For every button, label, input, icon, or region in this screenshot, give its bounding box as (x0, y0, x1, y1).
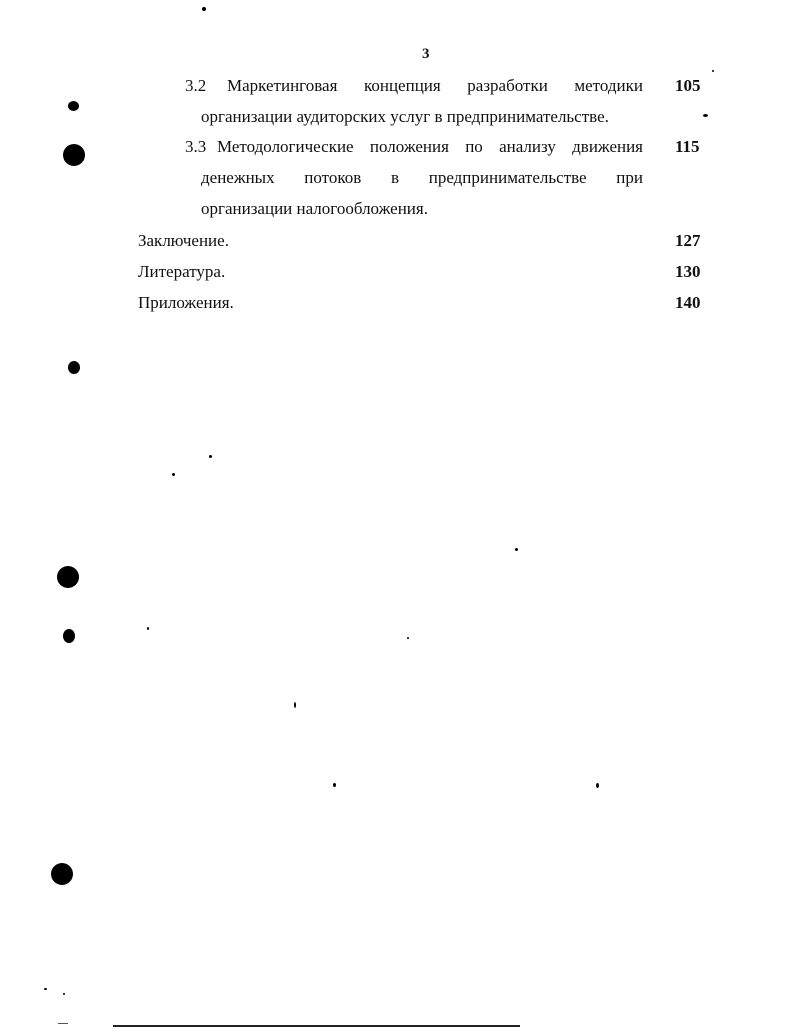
bottom-rule (113, 1025, 520, 1027)
scan-speck (63, 993, 65, 995)
entry-page-ref: 105 (675, 76, 701, 95)
scan-speck (172, 473, 175, 476)
scan-speck (202, 7, 206, 11)
binder-hole (68, 101, 79, 111)
entry-number: 3.2 (185, 76, 207, 95)
toc-entry-3-2 (185, 70, 643, 132)
entry-title-line: Методологические положения по анализу движения (217, 137, 643, 156)
binder-hole (51, 863, 73, 885)
scan-speck (333, 783, 336, 787)
entry-title-line: денежных потоков в предпринимательстве при (201, 168, 643, 187)
page-number: 3 (422, 46, 430, 62)
scan-speck (294, 702, 296, 708)
section-page-ref: 140 (675, 293, 701, 312)
scan-speck (407, 637, 409, 639)
section-page-ref: 130 (675, 262, 701, 281)
section-page-ref: 127 (675, 231, 701, 250)
scan-edge-mark (58, 1023, 68, 1024)
entry-title-line: организации налогообложения. (201, 199, 428, 218)
toc-section-literature: Литература. (138, 262, 226, 281)
scan-speck (712, 70, 714, 72)
toc-section-conclusion: Заключение. (138, 231, 229, 250)
toc-entry-3-3 (185, 131, 643, 224)
scan-speck (147, 627, 149, 630)
binder-hole (68, 361, 80, 374)
scan-speck (209, 455, 212, 458)
entry-number: 3.3 (185, 137, 207, 156)
scan-speck (44, 988, 47, 990)
scan-speck (703, 114, 708, 117)
scan-speck (515, 548, 518, 551)
entry-page-ref: 115 (675, 137, 700, 156)
entry-title-line: Маркетинговая концепция разработки методики (227, 76, 643, 95)
toc-section-appendices: Приложения. (138, 293, 234, 312)
binder-hole (57, 566, 79, 588)
binder-hole (63, 629, 75, 643)
entry-title-line: организации аудиторских услуг в предпринимательстве. (201, 107, 609, 126)
binder-hole (63, 144, 85, 166)
scan-speck (596, 783, 599, 788)
